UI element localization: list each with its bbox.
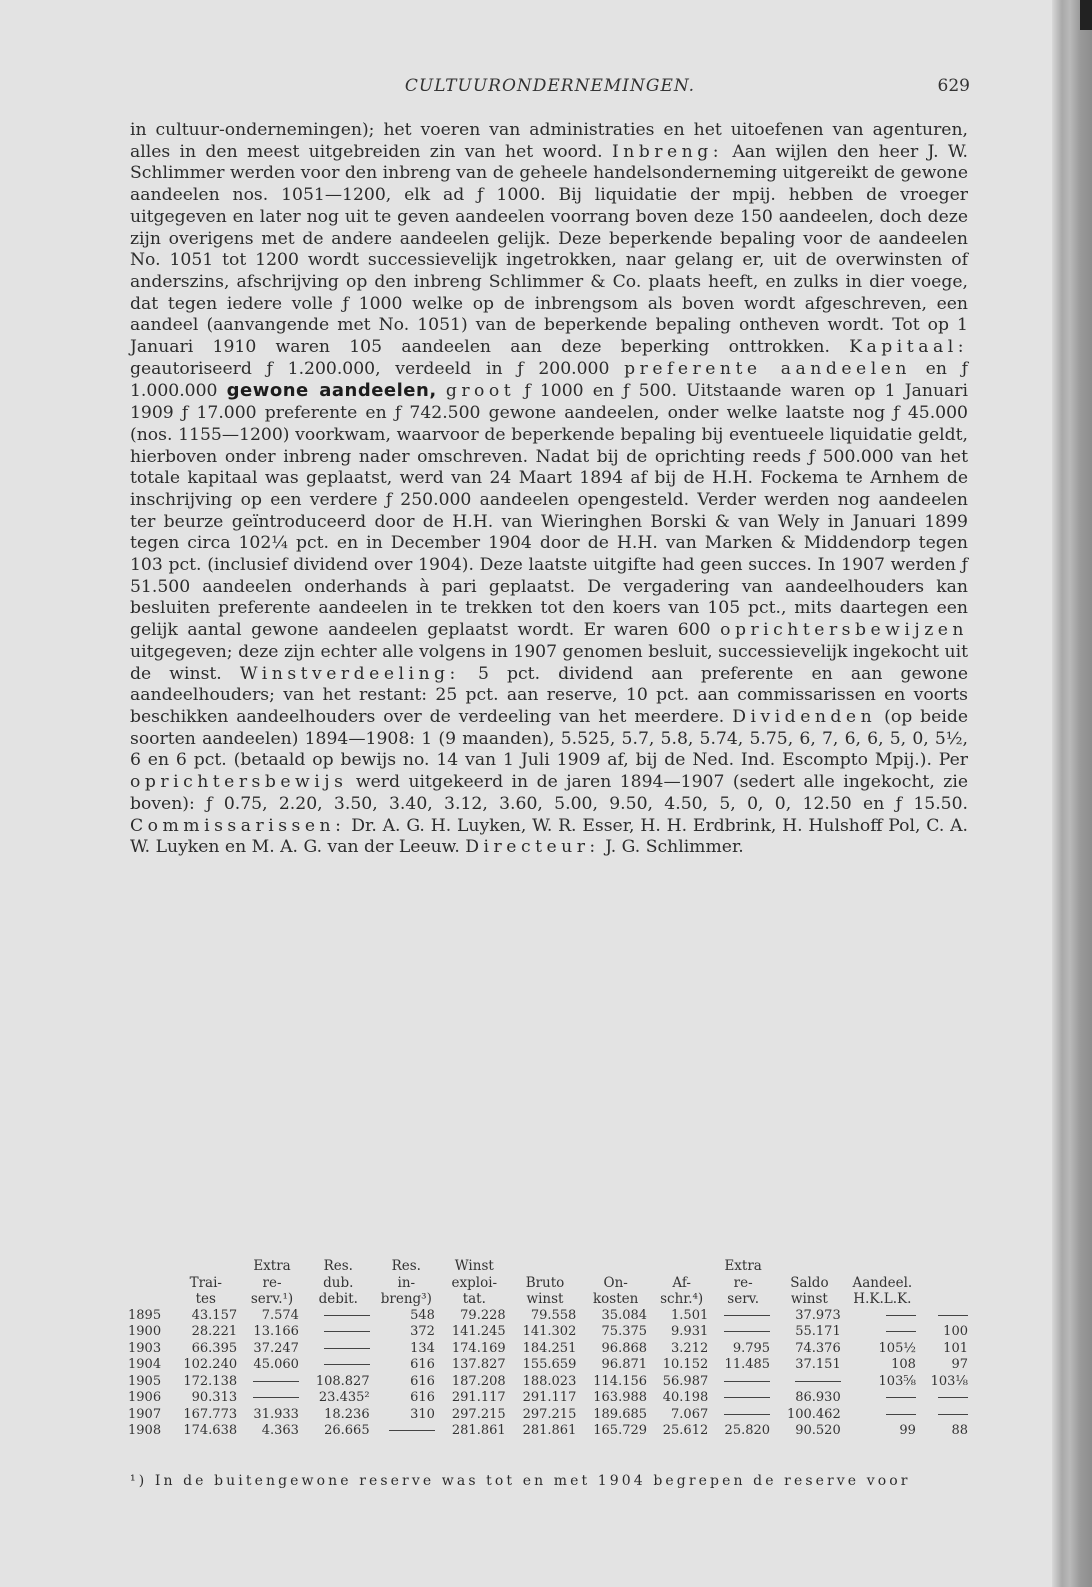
- value-cell: 174.169: [451, 1340, 506, 1356]
- empty-dash: [938, 1414, 968, 1415]
- column-header: tes: [195, 1291, 216, 1307]
- value-cell: 616: [410, 1357, 435, 1372]
- value-cell: [712, 1407, 774, 1424]
- financial-table: [128, 1258, 972, 1440]
- table-row: [128, 1357, 972, 1374]
- empty-dash: [324, 1348, 370, 1349]
- value-cell: [303, 1357, 374, 1374]
- value-cell: 99: [899, 1423, 916, 1438]
- value-cell: [845, 1407, 920, 1424]
- emphasized-term: oprichtersbewijs: [130, 772, 348, 793]
- column-header: exploi-: [451, 1274, 498, 1291]
- value-cell: 90.313: [191, 1390, 238, 1405]
- emphasized-term: gewone aandeelen,: [226, 380, 437, 402]
- value-cell: 108: [891, 1357, 916, 1372]
- value-cell: 11.485: [724, 1357, 771, 1372]
- value-cell: 10.152: [662, 1357, 709, 1372]
- table-header-row-1: [128, 1258, 972, 1275]
- value-cell: [303, 1308, 374, 1325]
- value-cell: 43.157: [191, 1307, 238, 1323]
- empty-dash: [253, 1397, 299, 1398]
- value-cell: 23.435²: [318, 1390, 370, 1405]
- value-cell: 163.988: [593, 1390, 648, 1405]
- value-cell: 18.236: [324, 1406, 370, 1422]
- year-cell: 1895: [128, 1307, 162, 1323]
- column-header: [774, 1258, 845, 1275]
- page-number: 629: [937, 76, 970, 96]
- empty-dash: [886, 1397, 916, 1398]
- value-cell: [303, 1341, 374, 1358]
- value-cell: 28.221: [191, 1324, 238, 1339]
- value-cell: 616: [410, 1373, 435, 1389]
- column-header: in-: [397, 1274, 416, 1291]
- year-cell: 1900: [128, 1324, 162, 1339]
- column-header: Res.: [391, 1258, 421, 1274]
- value-cell: 79.228: [460, 1307, 506, 1323]
- value-cell: 7.574: [261, 1307, 299, 1323]
- emphasized-term: Commissarissen:: [130, 815, 346, 836]
- column-header: H.K.L.K.: [853, 1291, 912, 1307]
- value-cell: 102.240: [183, 1357, 238, 1372]
- column-header: debit.: [318, 1291, 358, 1307]
- value-cell: 4.363: [261, 1423, 299, 1438]
- column-header: [170, 1258, 241, 1275]
- empty-dash: [886, 1414, 916, 1415]
- column-header: winst: [526, 1291, 564, 1307]
- text-run: Aan wijlen den heer J. W. Schlimmer werden voor den inbreng van de geheele handelsonderneming uitgereikt de gewone aandeelen nos. 1051—1200, elk ad ƒ 1000. Bij liquidatie der mpij. hebben de vroeger uitgegeven en later nog uit te geven aandeelen voorrang boven deze 150 aandeelen, doch deze zijn overigens met de andere aandeelen gelijk. Deze beperkende bepaling voor de aandeelen No. 1051 tot 1200 wordt successievelijk ingetrokken, naar gelang er, uit de overwinsten of anderszins, afschrijving op den inbreng Schlimmer & Co. plaats heeft, en zulks in dier voege, dat tegen iedere volle ƒ 1000 welke op de inbrengsom als boven wordt afgeschreven, een aandeel (aanvangende met No. 1051) van de beperkende bepaling ontheven wordt. Tot op 1 Januari 1910 waren 105 aandeelen aan deze beperking onttrokken.: [130, 141, 968, 358]
- value-cell: 96.868: [601, 1340, 648, 1356]
- column-header: [128, 1275, 170, 1292]
- empty-dash: [724, 1381, 770, 1382]
- column-header: Extra: [253, 1258, 291, 1274]
- value-cell: [712, 1374, 774, 1391]
- empty-dash: [886, 1331, 916, 1332]
- value-cell: [712, 1324, 774, 1341]
- value-cell: [712, 1390, 774, 1407]
- table-row: [128, 1324, 972, 1341]
- text-run: J. G. Schlimmer.: [599, 837, 744, 858]
- value-cell: 79.558: [530, 1307, 577, 1323]
- column-header: Winst: [454, 1258, 494, 1274]
- value-cell: 103⅛: [930, 1373, 968, 1389]
- value-cell: 184.251: [522, 1340, 577, 1356]
- value-cell: 105½: [878, 1340, 916, 1356]
- value-cell: 141.302: [522, 1324, 577, 1339]
- value-cell: 90.520: [795, 1423, 841, 1438]
- table-row: [128, 1308, 972, 1325]
- column-header: re-: [733, 1274, 753, 1291]
- value-cell: 188.023: [522, 1373, 577, 1389]
- running-title: CULTUURONDERNEMINGEN.: [404, 76, 696, 96]
- column-header: [128, 1258, 170, 1275]
- column-header: [510, 1258, 581, 1275]
- column-header: serv.¹): [250, 1291, 294, 1307]
- value-cell: 310: [410, 1406, 435, 1422]
- value-cell: 103⅝: [878, 1373, 916, 1389]
- value-cell: 616: [410, 1390, 435, 1405]
- paragraph: [130, 120, 968, 859]
- value-cell: 114.156: [593, 1373, 648, 1389]
- value-cell: [920, 1407, 972, 1424]
- year-cell: 1904: [128, 1357, 162, 1372]
- table-body: [128, 1308, 972, 1440]
- empty-dash: [938, 1397, 968, 1398]
- value-cell: 297.215: [451, 1406, 506, 1422]
- emphasized-term: Kapitaal:: [849, 337, 968, 358]
- value-cell: 75.375: [601, 1324, 648, 1339]
- emphasized-term: oprichtersbewijzen: [720, 620, 968, 641]
- value-cell: [241, 1390, 303, 1407]
- emphasized-term: Winstverdeeling:: [239, 663, 460, 684]
- value-cell: 74.376: [795, 1340, 841, 1356]
- empty-dash: [724, 1331, 770, 1332]
- value-cell: 66.395: [191, 1340, 238, 1356]
- empty-dash: [724, 1414, 770, 1415]
- value-cell: 9.795: [732, 1340, 771, 1356]
- value-cell: 96.871: [601, 1357, 648, 1372]
- value-cell: [303, 1324, 374, 1341]
- value-cell: 88: [951, 1423, 968, 1438]
- value-cell: [774, 1374, 845, 1391]
- empty-dash: [795, 1381, 841, 1382]
- table-row: [128, 1374, 972, 1391]
- value-cell: 189.685: [593, 1406, 648, 1422]
- column-header: tat.: [462, 1291, 486, 1307]
- column-header: Bruto: [525, 1274, 565, 1291]
- year-cell: 1905: [128, 1373, 162, 1389]
- column-header: re-: [262, 1274, 282, 1291]
- column-header: On-: [603, 1274, 628, 1291]
- column-header: Af-: [672, 1274, 691, 1291]
- year-cell: 1907: [128, 1406, 162, 1422]
- footnote: ¹) In de buitengewone reserve was tot en met 1904 begrepen de reserve voor: [130, 1473, 911, 1489]
- emphasized-term: Inbreng:: [611, 141, 724, 162]
- emphasized-term: groot: [445, 381, 516, 402]
- empty-dash: [324, 1331, 370, 1332]
- column-header: Extra: [724, 1258, 762, 1274]
- table-row: [128, 1390, 972, 1407]
- value-cell: 100: [943, 1324, 968, 1339]
- table-row: [128, 1407, 972, 1424]
- column-header: Aandeel.: [852, 1274, 913, 1291]
- value-cell: 141.245: [451, 1324, 506, 1339]
- value-cell: 281.861: [451, 1423, 506, 1438]
- value-cell: 86.930: [795, 1390, 841, 1405]
- emphasized-term: preferente aandeelen: [624, 358, 911, 379]
- value-cell: [374, 1423, 439, 1440]
- column-header: dub.: [323, 1274, 354, 1291]
- value-cell: [712, 1308, 774, 1325]
- value-cell: [920, 1390, 972, 1407]
- column-header: Trai-: [189, 1274, 222, 1291]
- value-cell: [920, 1308, 972, 1325]
- running-head: [130, 76, 970, 102]
- value-cell: 281.861: [522, 1423, 577, 1438]
- empty-dash: [938, 1315, 968, 1316]
- value-cell: [241, 1374, 303, 1391]
- value-cell: 101: [943, 1340, 968, 1356]
- empty-dash: [324, 1315, 370, 1316]
- value-cell: 26.665: [324, 1423, 370, 1438]
- value-cell: 291.117: [522, 1390, 577, 1405]
- table-row: [128, 1341, 972, 1358]
- column-header: [580, 1258, 651, 1275]
- value-cell: 172.138: [183, 1373, 238, 1389]
- book-binding-edge: [1052, 0, 1092, 1587]
- value-cell: 45.060: [253, 1357, 299, 1372]
- column-header: [128, 1291, 170, 1308]
- value-cell: 35.084: [601, 1307, 648, 1323]
- value-cell: 187.208: [451, 1373, 506, 1389]
- column-header: [845, 1258, 920, 1275]
- text-run: en ƒ 1.000.000: [130, 358, 968, 402]
- emphasized-term: Dividenden: [732, 706, 877, 727]
- value-cell: 97: [951, 1357, 968, 1372]
- empty-dash: [389, 1430, 435, 1431]
- value-cell: 165.729: [593, 1423, 648, 1438]
- empty-dash: [886, 1315, 916, 1316]
- text-run: [437, 381, 446, 401]
- value-cell: 25.612: [662, 1423, 709, 1438]
- column-header: kosten: [593, 1291, 639, 1307]
- value-cell: 1.501: [671, 1307, 709, 1323]
- value-cell: 108.827: [315, 1373, 370, 1389]
- column-header: Res.: [323, 1258, 353, 1274]
- value-cell: 55.171: [795, 1324, 841, 1339]
- value-cell: 31.933: [253, 1406, 299, 1422]
- value-cell: 372: [410, 1324, 435, 1339]
- value-cell: [845, 1324, 920, 1341]
- value-cell: 297.215: [522, 1406, 577, 1422]
- empty-dash: [724, 1315, 770, 1316]
- empty-dash: [724, 1397, 770, 1398]
- column-header: serv.: [727, 1291, 759, 1307]
- value-cell: 134: [410, 1340, 435, 1356]
- value-cell: 56.987: [662, 1373, 709, 1389]
- value-cell: 137.827: [451, 1357, 506, 1372]
- text-run: uitgegeven; deze zijn echter alle volgens in 1907 genomen besluit, successievelijk ingekocht uit de winst.: [130, 641, 968, 684]
- text-run: 5 pct. dividend aan preferente en aan gewone aandeelhouders; van het restant: 25 pct. aan reserve, 10 pct. aan commissarissen en voorts beschikken aandeelhouders over de verdeeling van het meerdere.: [130, 663, 968, 727]
- body-text: [130, 120, 968, 859]
- value-cell: 167.773: [183, 1406, 238, 1422]
- value-cell: 548: [410, 1307, 435, 1323]
- text-run: geautoriseerd ƒ 1.200.000, verdeeld in ƒ 200.000: [130, 358, 625, 379]
- text-run: werd uitgekeerd in de jaren 1894—1907 (sedert alle ingekocht, zie boven): ƒ 0.75, 2.20, 3.50, 3.40, 3.12, 3.60, 5.00, 9.50, 4.50, 5, 0, 0, 12.50 en ƒ 15.50.: [130, 772, 968, 814]
- text-run: Dr. A. G. H. Luyken, W. R. Esser, H. H. Erdbrink, H. Hulshoff Pol, C. A. W. Luyken en M. A. G. van der Leeuw.: [130, 815, 968, 858]
- column-header: [651, 1258, 712, 1275]
- value-cell: 155.659: [522, 1357, 577, 1372]
- table-header-row-3: [128, 1291, 972, 1308]
- value-cell: 9.931: [671, 1324, 709, 1339]
- value-cell: 100.462: [786, 1406, 841, 1422]
- value-cell: 3.212: [671, 1340, 709, 1356]
- text-run: (op beide soorten aandeelen) 1894—1908: 1 (9 maanden), 5.525, 5.7, 5.8, 5.74, 5.75, 6, 7, 6, 6, 5, 0, 5½, 6 en 6 pct. (betaald op bewijs no. 14 van 1 Juli 1909 af, bij de Ned. Ind. Escompto Mpij.). Per: [130, 706, 968, 771]
- value-cell: 40.198: [662, 1390, 709, 1405]
- value-cell: 37.247: [253, 1340, 299, 1356]
- year-cell: 1903: [128, 1340, 162, 1356]
- column-header: breng³): [380, 1291, 432, 1307]
- text-run: in cultuur-ondernemingen); het voeren van administraties en het uitoefenen van agenturen, alles in den meest uitgebreiden zin van het woord.: [130, 120, 968, 162]
- value-cell: [845, 1390, 920, 1407]
- value-cell: 174.638: [183, 1423, 238, 1438]
- value-cell: 37.151: [795, 1357, 841, 1372]
- year-cell: 1906: [128, 1390, 162, 1405]
- column-header: schr.⁴): [660, 1291, 704, 1307]
- value-cell: 37.973: [795, 1307, 841, 1323]
- value-cell: 291.117: [451, 1390, 506, 1405]
- value-cell: 7.067: [671, 1406, 709, 1422]
- column-header: winst: [790, 1291, 828, 1307]
- column-header: Saldo: [790, 1274, 829, 1291]
- text-run: ƒ 1000 en ƒ 500. Uitstaande waren op 1 Januari 1909 ƒ 17.000 preferente en ƒ 742.500 gewone aandeelen, onder welke laatste nog ƒ 45.000 (nos. 1155—1200) voorkwam, waarvoor de beperkende bepaling bij eventueele liquidatie geldt, hierboven onder inbreng nader omschreven. Nadat bij de oprichting reeds ƒ 500.000 van het totale kapitaal was geplaatst, werd van 24 Maart 1894 af bij de H.H. Fockema te Arnhem de inschrijving op een verdere ƒ 250.000 aandeelen opengesteld. Verder werden nog aandeelen ter beurze geïntroduceerd door de H.H. van Wieringhen Borski & van Wely in Januari 1899 tegen circa 102¼ pct. en in December 1904 door de H.H. van Marken & Middendorp tegen 103 pct. (inclusief dividend over 1904). Deze laatste uitgifte had geen succes. In 1907 werden ƒ 51.500 aandeelen onderhands à pari geplaatst. De vergadering van aandeelhouders kan besluiten preferente aandeelen in te trekken tot den koers van 105 pct., mits daartegen een gelijk aantal gewone aandeelen geplaatst wordt. Er waren 600: [130, 381, 969, 641]
- binding-shadow: [1080, 0, 1092, 30]
- emphasized-term: Directeur:: [465, 837, 600, 858]
- table-header-row-2: [128, 1275, 972, 1292]
- table-row: [128, 1423, 972, 1440]
- year-cell: 1908: [128, 1423, 162, 1438]
- empty-dash: [253, 1381, 299, 1382]
- value-cell: 25.820: [724, 1423, 771, 1438]
- value-cell: 13.166: [253, 1324, 299, 1339]
- empty-dash: [324, 1364, 370, 1365]
- value-cell: [845, 1308, 920, 1325]
